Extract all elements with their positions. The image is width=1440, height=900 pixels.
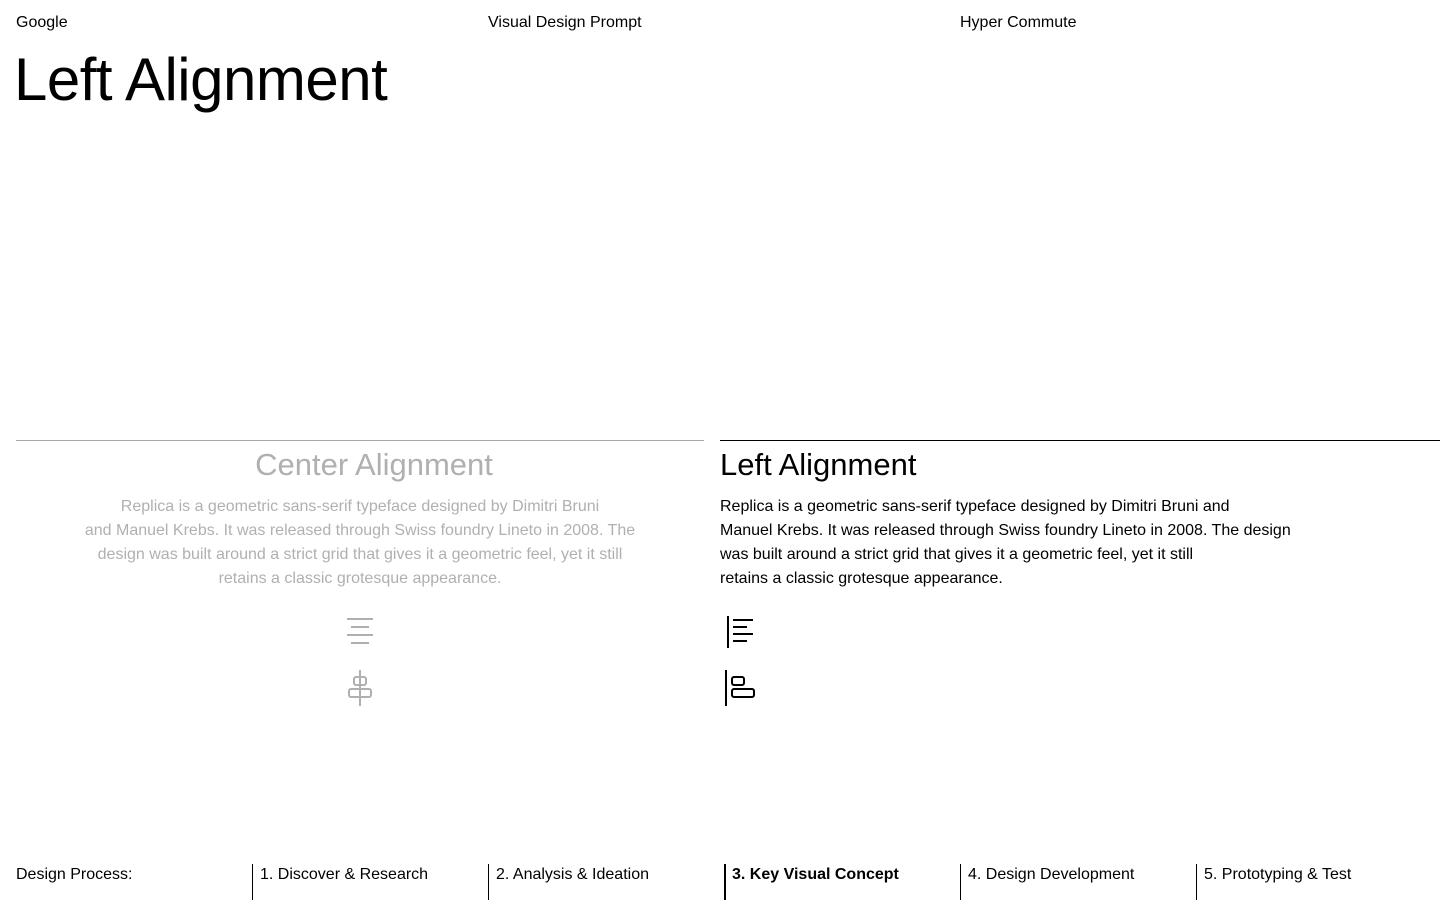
center-body-line: Replica is a geometric sans-serif typeface designed by Dimitri Bruni (120, 498, 600, 515)
left-body-line: Replica is a geometric sans-serif typeface designed by Dimitri Bruni and (720, 498, 1230, 515)
process-step-discover-research[interactable]: 1. Discover & Research (252, 864, 488, 900)
process-step-prototyping-test[interactable]: 5. Prototyping & Test (1196, 864, 1432, 900)
center-panel-divider (16, 440, 704, 441)
center-body-line: design was built around a strict grid that gives it a geometric feel, yet it still (97, 546, 623, 563)
left-alignment-heading: Left Alignment (720, 447, 917, 482)
process-step-analysis-ideation[interactable]: 2. Analysis & Ideation (488, 864, 724, 900)
center-body-line: and Manuel Krebs. It was released through Swiss foundry Lineto in 2008. The (84, 522, 636, 539)
prompt-label: Visual Design Prompt (488, 14, 642, 31)
page-title: Left Alignment (14, 46, 388, 113)
center-alignment-body (16, 495, 704, 591)
center-body-line: retains a classic grotesque appearance. (218, 570, 502, 587)
left-body-line: was built around a strict grid that gives it a geometric feel, yet it still (720, 546, 1194, 563)
center-alignment-heading: Center Alignment (255, 447, 493, 482)
left-alignment-body (720, 495, 1420, 591)
align-horizontal-center-icon (344, 668, 376, 708)
design-process-label: Design Process: (16, 866, 133, 883)
left-body-line: Manuel Krebs. It was released through Swiss foundry Lineto in 2008. The design (720, 522, 1291, 539)
process-step-design-development[interactable]: 4. Design Development (960, 864, 1196, 900)
process-step-key-visual-concept[interactable]: 3. Key Visual Concept (724, 864, 960, 900)
left-body-line: retains a classic grotesque appearance. (720, 570, 1003, 587)
project-label: Hyper Commute (960, 14, 1077, 31)
align-left-icon (722, 668, 754, 708)
text-align-left-icon (722, 612, 754, 652)
text-align-center-icon (344, 612, 376, 652)
brand-label: Google (16, 14, 68, 31)
left-panel-divider (720, 440, 1440, 441)
design-process-nav (0, 860, 1440, 900)
